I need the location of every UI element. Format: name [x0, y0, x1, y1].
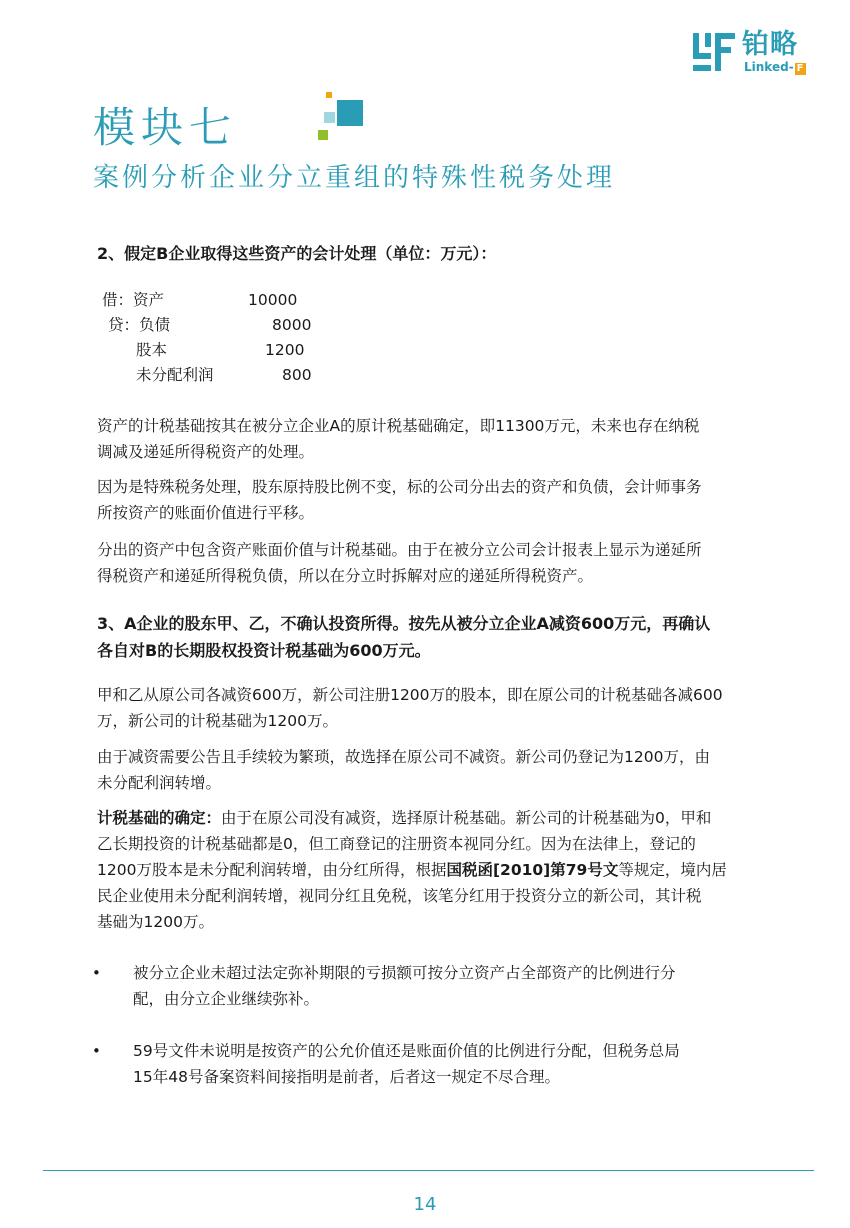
paragraph-deferred-tax: 分出的资产中包含资产账面价值与计税基础。由于在被分立公司会计报表上显示为递延所 得税资产和递延所得税负债，所以在分立时拆解对应的递延所得税资产。 — [97, 541, 702, 585]
ledger-debit-label: 借：资产 — [102, 291, 165, 309]
decor-square-light-teal — [324, 112, 335, 123]
ledger-retained-label: 未分配利润 — [136, 366, 214, 384]
paragraph-capital-reduction: 甲和乙从原公司各减资600万，新公司注册1200万的股本，即在原公司的计税基础各减600 万，新公司的计税基础为1200万。 — [97, 686, 723, 730]
section-2-heading: 2、假定B企业取得这些资产的会计处理（单位：万元）： — [97, 244, 497, 263]
decor-square-green — [318, 130, 328, 140]
bullet-item-document-59: 59号文件未说明是按资产的公允价值还是账面价值的比例进行分配，但税务总局 15年48号备案资料间接指明是前者，后者这一规定不尽合理。 — [133, 1042, 680, 1086]
decor-square-large-teal — [337, 100, 363, 126]
ledger-debit-value: 10000 — [248, 291, 298, 309]
circular-reference: 国税函[2010]第79号文 — [446, 861, 619, 879]
linkedf-logo-icon — [693, 33, 735, 71]
logo-f-box: F — [796, 63, 804, 74]
decor-square-small-orange — [326, 92, 332, 98]
ledger-equity-value: 1200 — [265, 341, 305, 359]
module-subtitle: 案例分析企业分立重组的特殊性税务处理 — [93, 163, 616, 193]
bullet-item-loss-carryforward: 被分立企业未超过法定弥补期限的亏损额可按分立资产占全部资产的比例进行分 配，由分立企业继续弥补。 — [133, 964, 676, 1008]
paragraph-special-treatment: 因为是特殊税务处理，股东原持股比例不变，标的公司分出去的资产和负债，会计师事务 所按资产的账面价值进行平移。 — [97, 478, 702, 522]
ledger-equity-label: 股本 — [136, 341, 168, 359]
paragraph-tax-basis: 资产的计税基础按其在被分立企业A的原计税基础确定，即11300万元，未来也存在纳税 调减及递延所得税资产的处理。 — [97, 417, 700, 461]
paragraph-no-reduction: 由于减资需要公告且手续较为繁琐，故选择在原公司不减资。新公司仍登记为1200万，由 未分配利润转增。 — [97, 748, 710, 792]
ledger-credit-value: 8000 — [272, 316, 312, 334]
bullet-icon: • — [92, 1042, 101, 1060]
footer-divider — [43, 1170, 814, 1171]
module-title: 模块七 — [93, 103, 238, 152]
bullet-icon: • — [92, 964, 101, 982]
paragraph-tax-basis-determination: 计税基础的确定：由于在原公司没有减资，选择原计税基础。新公司的计税基础为0，甲和 乙长期投资的计税基础都是0，但工商登记的注册资本视同分红。因为在法律上，登记的 1200万股本是未分配利润转增，由分红所得，根据国税函[2010]第79号文等规定，境内居 民企业使用未分配利润转增，视同分红且免税，该笔分红用于投资分立的新公司，其计税 基础为1200万。 — [97, 809, 727, 931]
ledger-credit-label: 贷：负债 — [108, 316, 171, 334]
tax-basis-label: 计税基础的确定： — [97, 809, 222, 827]
section-3-heading: 3、A企业的股东甲、乙，不确认投资所得。按先从被分立企业A减资600万元，再确认 各自对B的长期股权投资计税基础为600万元。 — [97, 614, 711, 660]
logo-chinese-name: 铂略 — [742, 29, 798, 60]
ledger-retained-value: 800 — [282, 366, 312, 384]
page-number: 14 — [413, 1194, 437, 1215]
logo-english-name: Linked- F — [744, 60, 804, 74]
